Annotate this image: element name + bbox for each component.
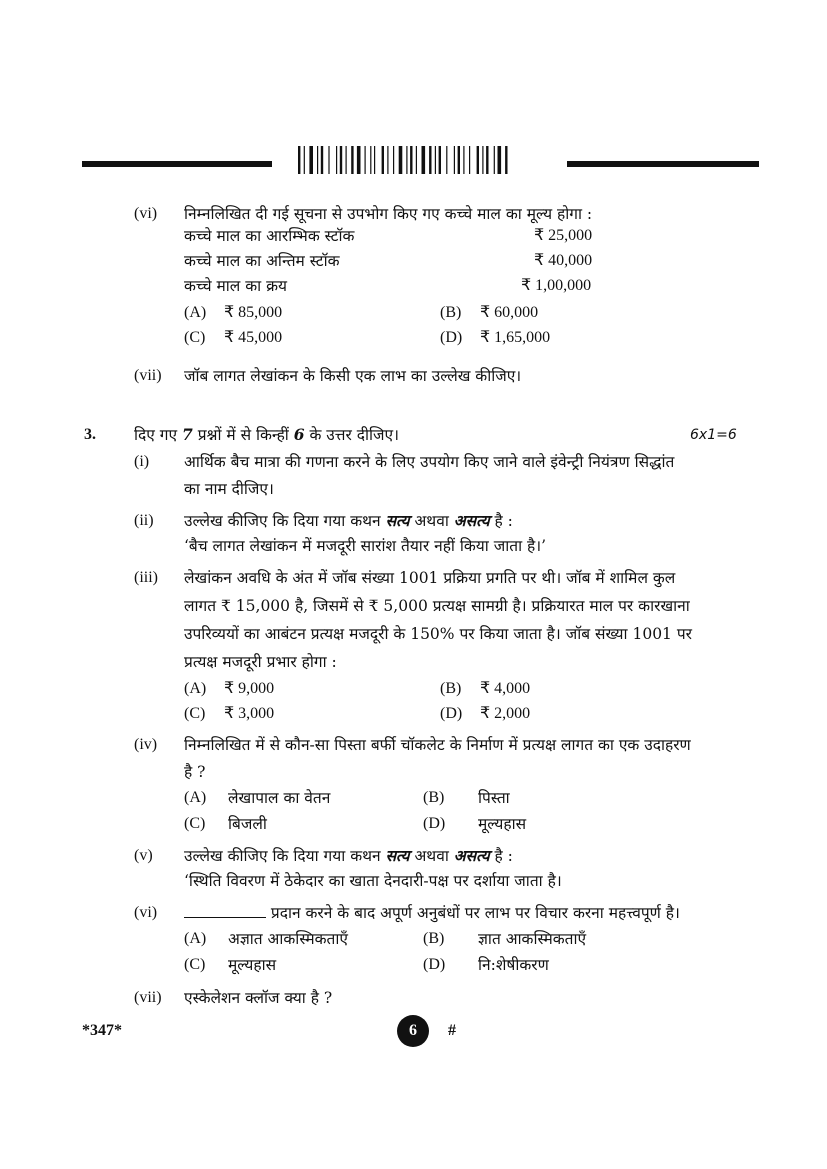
q3-v-number: (v) bbox=[134, 847, 153, 864]
q2-vii-number: (vii) bbox=[134, 367, 162, 384]
option-d: ₹ 2,000 bbox=[480, 705, 531, 722]
q2-vi-row-label: कच्चे माल का आरम्भिक स्टॉक bbox=[184, 227, 355, 245]
q3-iv-line: है ? bbox=[184, 763, 206, 781]
q3-iv-number: (iv) bbox=[134, 736, 158, 753]
paper-code: *347* bbox=[82, 1022, 122, 1039]
q3-iii-line: लागत ₹ 15,000 है, जिसमें से ₹ 5,000 प्रत्यक्ष सामग्री है। प्रक्रियारत माल पर कारखाना bbox=[184, 597, 690, 615]
option-label: (A) bbox=[184, 930, 207, 947]
option-label: (A) bbox=[184, 680, 207, 697]
q2-vii-question: जॉब लागत लेखांकन के किसी एक लाभ का उल्लेख कीजिए। bbox=[184, 367, 522, 385]
q2-vi-row-label: कच्चे माल का अन्तिम स्टॉक bbox=[184, 252, 340, 270]
option-label: (B) bbox=[423, 930, 445, 947]
option-c: मूल्यहास bbox=[228, 956, 277, 974]
q3-ii-line: उल्लेख कीजिए कि दिया गया कथन सत्य अथवा असत्य है : bbox=[184, 511, 513, 530]
q2-vi-number: (vi) bbox=[134, 205, 158, 222]
option-label: (C) bbox=[184, 956, 206, 973]
q2-vi-row-label: कच्चे माल का क्रय bbox=[184, 277, 287, 295]
fill-in-blank bbox=[184, 903, 266, 918]
option-label: (D) bbox=[440, 705, 463, 722]
option-d: ₹ 1,65,000 bbox=[480, 329, 551, 346]
q3-i-number: (i) bbox=[134, 453, 150, 470]
q2-vi-question: निम्नलिखित दी गई सूचना से उपभोग किए गए कच्चे माल का मूल्य होगा : bbox=[184, 205, 593, 223]
option-c: ₹ 45,000 bbox=[224, 329, 283, 346]
option-label: (B) bbox=[440, 680, 462, 697]
option-b: पिस्ता bbox=[478, 789, 510, 807]
option-label: (A) bbox=[184, 789, 207, 806]
option-label: (D) bbox=[440, 329, 463, 346]
q3-number: 3. bbox=[84, 426, 96, 443]
option-label: (B) bbox=[440, 304, 462, 321]
option-label: (A) bbox=[184, 304, 207, 321]
page-number: 6 bbox=[397, 1015, 429, 1047]
option-b: ₹ 4,000 bbox=[480, 680, 531, 697]
q3-instructions: दिए गए 7 प्रश्नों में से किन्हीं 6 के उत्तर दीजिए। bbox=[134, 425, 399, 444]
header-rule-right bbox=[567, 161, 759, 167]
option-label: (C) bbox=[184, 815, 206, 832]
q2-vi-row-value: ₹ 25,000 bbox=[534, 227, 593, 244]
option-label: (C) bbox=[184, 705, 206, 722]
q3-i-line: का नाम दीजिए। bbox=[184, 480, 274, 498]
q3-vi-number: (vi) bbox=[134, 904, 158, 921]
q3-iii-line: उपरिव्ययों का आबंटन प्रत्यक्ष मजदूरी के 150% पर किया जाता है। जॉब संख्या 1001 पर bbox=[184, 625, 692, 643]
option-a: लेखापाल का वेतन bbox=[228, 789, 331, 807]
q3-ii-statement: ‘बैच लागत लेखांकन में मजदूरी सारांश तैयार नहीं किया जाता है।’ bbox=[184, 537, 547, 555]
option-a: ₹ 85,000 bbox=[224, 304, 283, 321]
barcode bbox=[298, 146, 553, 174]
option-c: बिजली bbox=[228, 815, 267, 833]
q2-vi-row-value: ₹ 1,00,000 bbox=[521, 277, 592, 294]
option-b: ₹ 60,000 bbox=[480, 304, 539, 321]
option-a: अज्ञात आकस्मिकताएँ bbox=[228, 930, 348, 948]
q3-v-line: उल्लेख कीजिए कि दिया गया कथन सत्य अथवा असत्य है : bbox=[184, 846, 513, 865]
option-a: ₹ 9,000 bbox=[224, 680, 275, 697]
q3-vi-line: प्रदान करने के बाद अपूर्ण अनुबंधों पर लाभ पर विचार करना महत्त्वपूर्ण है। bbox=[184, 903, 680, 923]
q3-ii-number: (ii) bbox=[134, 512, 154, 529]
q3-iv-line: निम्नलिखित में से कौन-सा पिस्ता बर्फी चॉकलेट के निर्माण में प्रत्यक्ष लागत का एक उदाहरण bbox=[184, 736, 691, 754]
option-c: ₹ 3,000 bbox=[224, 705, 275, 722]
option-label: (C) bbox=[184, 329, 206, 346]
q2-vi-row-value: ₹ 40,000 bbox=[534, 252, 593, 269]
option-label: (B) bbox=[423, 789, 445, 806]
q3-iii-line: प्रत्यक्ष मजदूरी प्रभार होगा : bbox=[184, 653, 337, 671]
q3-marks: 6x1=6 bbox=[690, 427, 737, 443]
option-label: (D) bbox=[423, 956, 446, 973]
q3-v-statement: ‘स्थिति विवरण में ठेकेदार का खाता देनदारी-पक्ष पर दर्शाया जाता है। bbox=[184, 872, 562, 890]
q3-iii-line: लेखांकन अवधि के अंत में जॉब संख्या 1001 प्रक्रिया प्रगति पर थी। जॉब में शामिल कुल bbox=[184, 569, 676, 587]
q3-i-line: आर्थिक बैच मात्रा की गणना करने के लिए उपयोग किए जाने वाले इंवेन्ट्री नियंत्रण सिद्धांत bbox=[184, 453, 675, 471]
q3-vii-question: एस्केलेशन क्लॉज क्या है ? bbox=[184, 989, 333, 1007]
header-rule-left bbox=[82, 161, 272, 167]
q3-vii-number: (vii) bbox=[134, 989, 162, 1006]
hash-mark: # bbox=[448, 1022, 456, 1039]
q3-iii-number: (iii) bbox=[134, 569, 158, 586]
option-b: ज्ञात आकस्मिकताएँ bbox=[478, 930, 587, 948]
option-d: मूल्यहास bbox=[478, 815, 527, 833]
option-d: नि:शेषीकरण bbox=[478, 956, 549, 974]
option-label: (D) bbox=[423, 815, 446, 832]
